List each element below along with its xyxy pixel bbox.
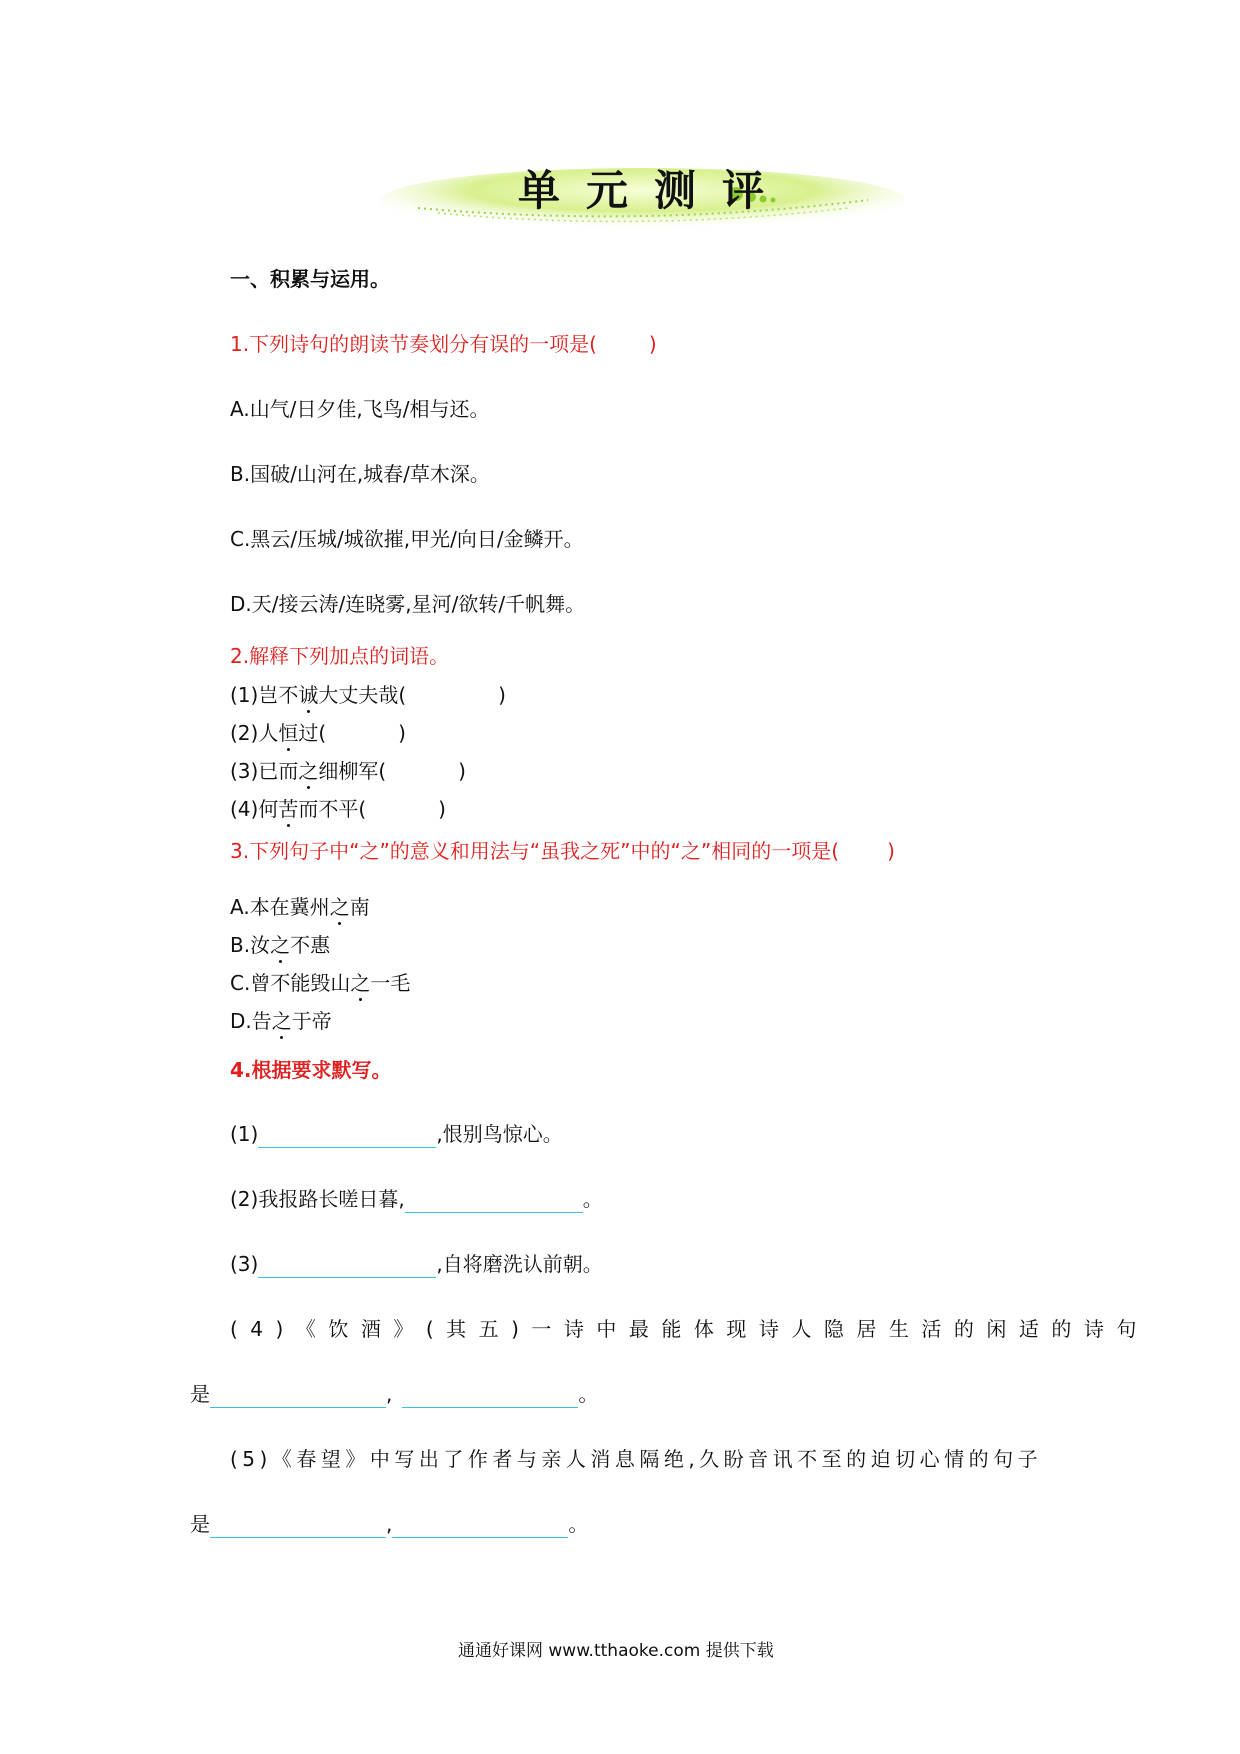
answer-blank[interactable] bbox=[210, 1515, 386, 1538]
question-3-text: 3.下列句子中“之”的意义和用法与“虽我之死”中的“之”相同的一项是( bbox=[230, 839, 840, 863]
question-3-option-a: A.本在冀州之南 bbox=[230, 895, 370, 919]
dotted-char: 之 bbox=[298, 759, 319, 783]
section-heading: 一、积累与运用。 bbox=[230, 267, 390, 291]
question-2-item-2: (2)人恒过( ) bbox=[230, 721, 406, 745]
dotted-char: 之 bbox=[350, 971, 371, 995]
question-4-item-1: (1) ,恨别鸟惊心。 bbox=[230, 1122, 563, 1146]
question-1-option-b: B.国破/山河在,城春/草木深。 bbox=[230, 462, 490, 486]
footer-credit: 通通好课网 www.tthaoke.com 提供下载 bbox=[458, 1641, 774, 1661]
question-4-item-4-line-2: 是 , 。 bbox=[190, 1382, 599, 1406]
question-1-option-d: D.天/接云涛/连晓雾,星河/欲转/千帆舞。 bbox=[230, 592, 586, 616]
question-1-text: 1.下列诗句的朗读节奏划分有误的一项是( bbox=[230, 332, 597, 356]
answer-blank[interactable] bbox=[405, 1190, 583, 1213]
answer-blank[interactable] bbox=[258, 1125, 436, 1148]
question-1-close-paren: ) bbox=[648, 332, 657, 356]
answer-blank[interactable] bbox=[210, 1385, 386, 1408]
question-4-item-4-line-1: (4)《饮酒》(其五)一诗中最能体现诗人隐居生活的闲适的诗句 bbox=[230, 1317, 1149, 1341]
question-2-item-4: (4)何苦而不平( ) bbox=[230, 797, 446, 821]
dotted-char: 恒 bbox=[278, 721, 299, 745]
answer-blank[interactable] bbox=[392, 1515, 568, 1538]
dotted-char: 之 bbox=[270, 933, 291, 957]
answer-blank[interactable] bbox=[402, 1385, 578, 1408]
dotted-char: 之 bbox=[329, 895, 350, 919]
question-4-item-2: (2)我报路长嗟日暮, 。 bbox=[230, 1187, 603, 1211]
question-2-stem: 2.解释下列加点的词语。 bbox=[230, 644, 450, 668]
question-4-item-5-line-1: (5)《春望》中写出了作者与亲人消息隔绝,久盼音讯不至的迫切心情的句子 bbox=[230, 1447, 1043, 1471]
question-4-stem: 4.根据要求默写。 bbox=[230, 1058, 392, 1082]
question-4-item-3: (3) ,自将磨洗认前朝。 bbox=[230, 1252, 603, 1276]
question-3-option-c: C.曾不能毁山之一毛 bbox=[230, 971, 411, 995]
question-3-option-d: D.告之于帝 bbox=[230, 1009, 332, 1033]
question-2-item-3: (3)已而之细柳军( ) bbox=[230, 759, 466, 783]
question-3-option-b: B.汝之不惠 bbox=[230, 933, 331, 957]
dotted-char: 苦 bbox=[278, 797, 299, 821]
question-4-item-5-line-2: 是 , 。 bbox=[190, 1512, 589, 1536]
answer-blank[interactable] bbox=[258, 1255, 436, 1278]
question-2-item-1: (1)岂不诚大丈夫哉( ) bbox=[230, 683, 506, 707]
question-1-stem bbox=[230, 330, 657, 358]
page-title: 单元测评 bbox=[518, 166, 791, 215]
question-3-stem bbox=[230, 837, 895, 865]
dotted-char: 诚 bbox=[298, 683, 319, 707]
dotted-char: 之 bbox=[271, 1009, 292, 1033]
question-1-option-a: A.山气/日夕佳,飞鸟/相与还。 bbox=[230, 397, 490, 421]
question-3-close-paren: ) bbox=[887, 839, 895, 863]
question-1-option-c: C.黑云/压城/城欲摧,甲光/向日/金鳞开。 bbox=[230, 527, 584, 551]
